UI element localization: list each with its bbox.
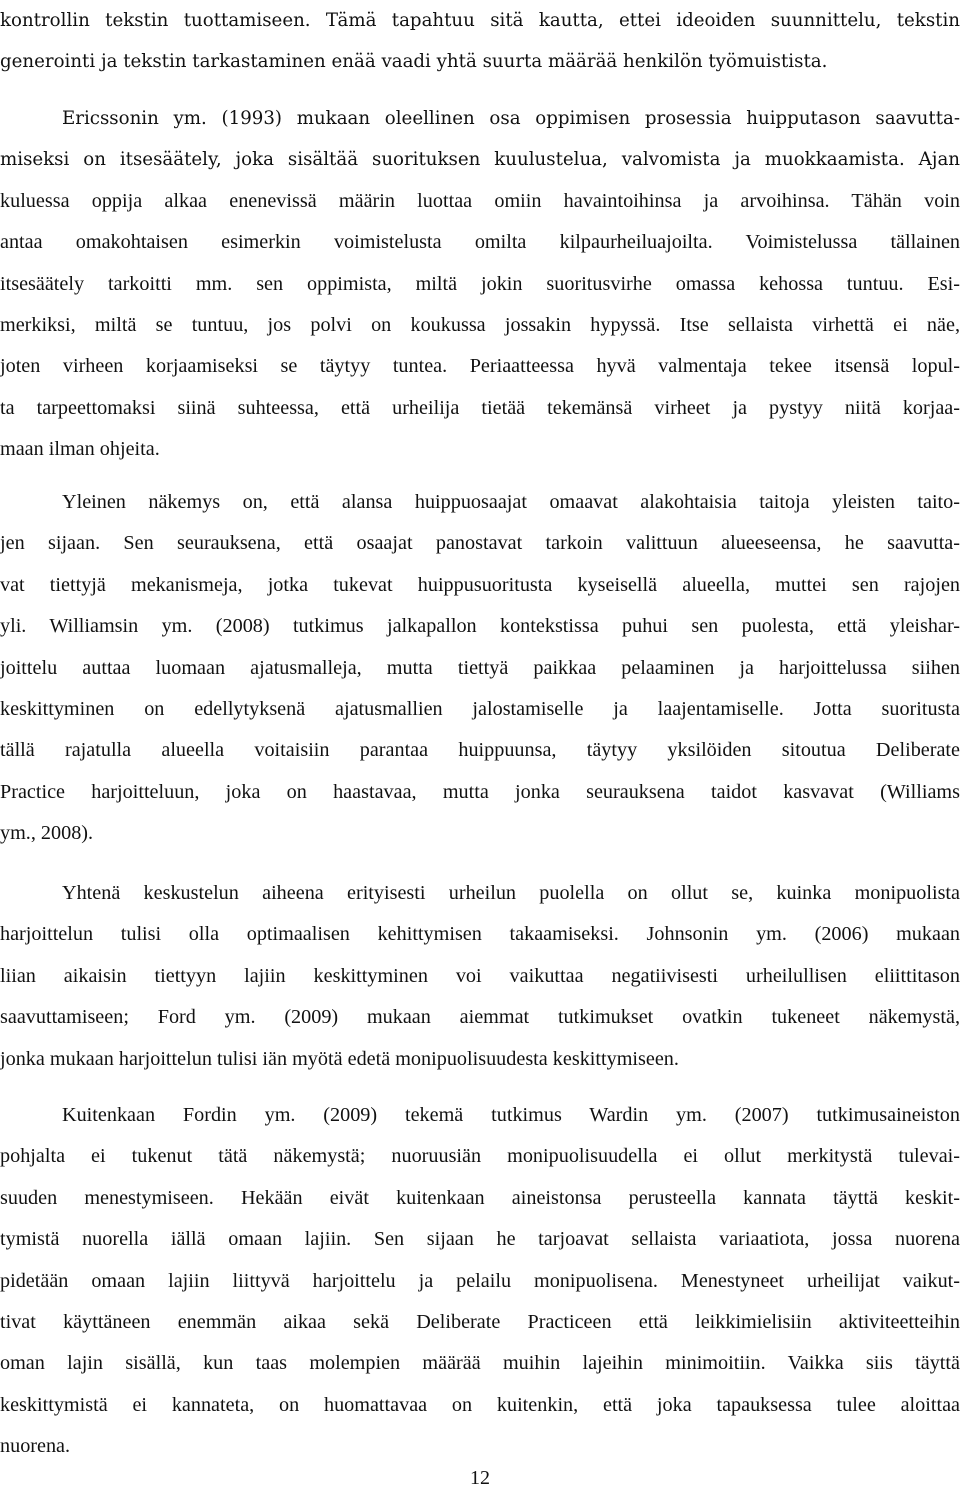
text-line: ta tarpeettomaksi siinä suhteessa, että urheilija tietää tekemänsä virheet ja pystyy niitä korjaa- <box>0 396 960 419</box>
text-line: kontrollin tekstin tuottamiseen. Tämä tapahtuu sitä kautta, ettei ideoiden suunnittelu, tekstin <box>0 10 960 31</box>
text-line: jonka mukaan harjoittelun tulisi iän myötä edetä monipuolisuudesta keskittymiseen. <box>0 1047 679 1070</box>
text-line: maan ilman ohjeita. <box>0 438 160 461</box>
text-line: antaa omakohtaisen esimerkin voimistelusta omilta kilpaurheiluajoilta. Voimistelussa tällainen <box>0 231 960 254</box>
text-line: Yhtenä keskustelun aiheena erityisesti urheilun puolella on ollut se, kuinka monipuolista <box>62 882 960 904</box>
text-line: vat tiettyjä mekanismeja, jotka tukevat huippusuoritusta kyseisellä alueella, muttei sen rajojen <box>0 573 960 596</box>
text-line: keskittymistä ei kannateta, on huomattavaa on kuitenkin, että joka tapauksessa tulee aloittaa <box>0 1393 960 1416</box>
text-line: saavuttamiseen; Ford ym. (2009) mukaan aiemmat tutkimukset ovatkin tukeneet näkemystä, <box>0 1006 960 1029</box>
text-line: Kuitenkaan Fordin ym. (2009) tekemä tutkimus Wardin ym. (2007) tutkimusaineiston <box>62 1104 960 1126</box>
text-line: keskittyminen on edellytyksenä ajatusmallien jalostamiselle ja laajentamiselle. Jotta suoritusta <box>0 697 960 720</box>
text-line: oman lajin sisällä, kun taas molempien määrää muihin lajeihin minimoitiin. Vaikka siis täyttä <box>0 1352 960 1375</box>
paragraph-3 <box>0 482 960 855</box>
paragraph-5 <box>0 1095 960 1468</box>
text-line: tymistä nuorella iällä omaan lajiin. Sen sijaan he tarjoavat sellaista variaatiota, jossa nuorena <box>0 1228 960 1251</box>
text-line: pidetään omaan lajiin liittyvä harjoittelu ja pelailu monipuolisena. Menestyneet urheilijat vaikut- <box>0 1269 960 1292</box>
text-line: pohjalta ei tukenut tätä näkemystä; nuoruusiän monipuolisuudella ei ollut merkitystä tulevai- <box>0 1145 960 1168</box>
text-line: yli. Williamsin ym. (2008) tutkimus jalkapallon kontekstissa puhui sen puolesta, että yleishar- <box>0 615 960 638</box>
text-line: kuluessa oppija alkaa enenevissä määrin luottaa omiin havaintoihinsa ja arvoihinsa. Tähän voin <box>0 189 960 212</box>
text-line: merkiksi, miltä se tuntuu, jos polvi on koukussa jossakin hypyssä. Itse sellaista virhettä ei näe, <box>0 313 960 336</box>
paragraph-2 <box>0 98 960 471</box>
text-line: joittelu auttaa luomaan ajatusmalleja, mutta tiettyä paikkaa pelaaminen ja harjoittelussa siihen <box>0 656 960 679</box>
text-line: suuden menestymiseen. Hekään eivät kuitenkaan aineistonsa perusteella kannata täyttä keskit- <box>0 1186 960 1209</box>
text-line: nuorena. <box>0 1435 71 1458</box>
text-line: ym., 2008). <box>0 822 94 845</box>
text-line: generointi ja tekstin tarkastaminen enää vaadi yhtä suurta määrää henkilön työmuistista. <box>0 51 828 73</box>
text-line: tivat käyttäneen enemmän aikaa sekä Deliberate Practiceen että leikkimielisiin aktiviteetteihin <box>0 1310 960 1333</box>
paragraph-1 <box>0 0 960 83</box>
paragraph-4 <box>0 873 960 1080</box>
text-line: miseksi on itsesäätely, joka sisältää suorituksen kuulustelua, valvomista ja muokkaamista. Ajan <box>0 149 960 171</box>
text-line: joten virheen korjaamiseksi se täytyy tuntea. Periaatteessa hyvä valmentaja tekee itsensä lopul- <box>0 355 960 378</box>
text-line: jen sijaan. Sen seurauksena, että osaajat panostavat tarkoin valittuun alueeseensa, he saavutta- <box>0 532 960 555</box>
text-line: itsesäätely tarkoitti mm. sen oppimista, miltä jokin suoritusvirhe omassa kehossa tuntuu. Esi- <box>0 272 960 295</box>
text-line: tällä rajatulla alueella voitaisiin parantaa huippuunsa, täytyy yksilöiden sitoutua Deliberate <box>0 739 960 762</box>
page-number: 12 <box>470 1467 490 1487</box>
text-line: liian aikaisin tiettyyn lajiin keskittyminen voi vaikuttaa negatiivisesti urheilullisen eliittitason <box>0 964 960 987</box>
text-line: Ericssonin ym. (1993) mukaan oleellinen osa oppimisen prosessia huipputason saavutta- <box>62 108 960 129</box>
text-line: Practice harjoitteluun, joka on haastavaa, mutta jonka seurauksena taidot kasvavat (Williams <box>0 780 960 803</box>
text-line: Yleinen näkemys on, että alansa huippuosaajat omaavat alakohtaisia taitoja yleisten taito- <box>62 491 960 513</box>
text-line: harjoittelun tulisi olla optimaalisen kehittymisen takaamiseksi. Johnsonin ym. (2006) mukaan <box>0 923 960 946</box>
